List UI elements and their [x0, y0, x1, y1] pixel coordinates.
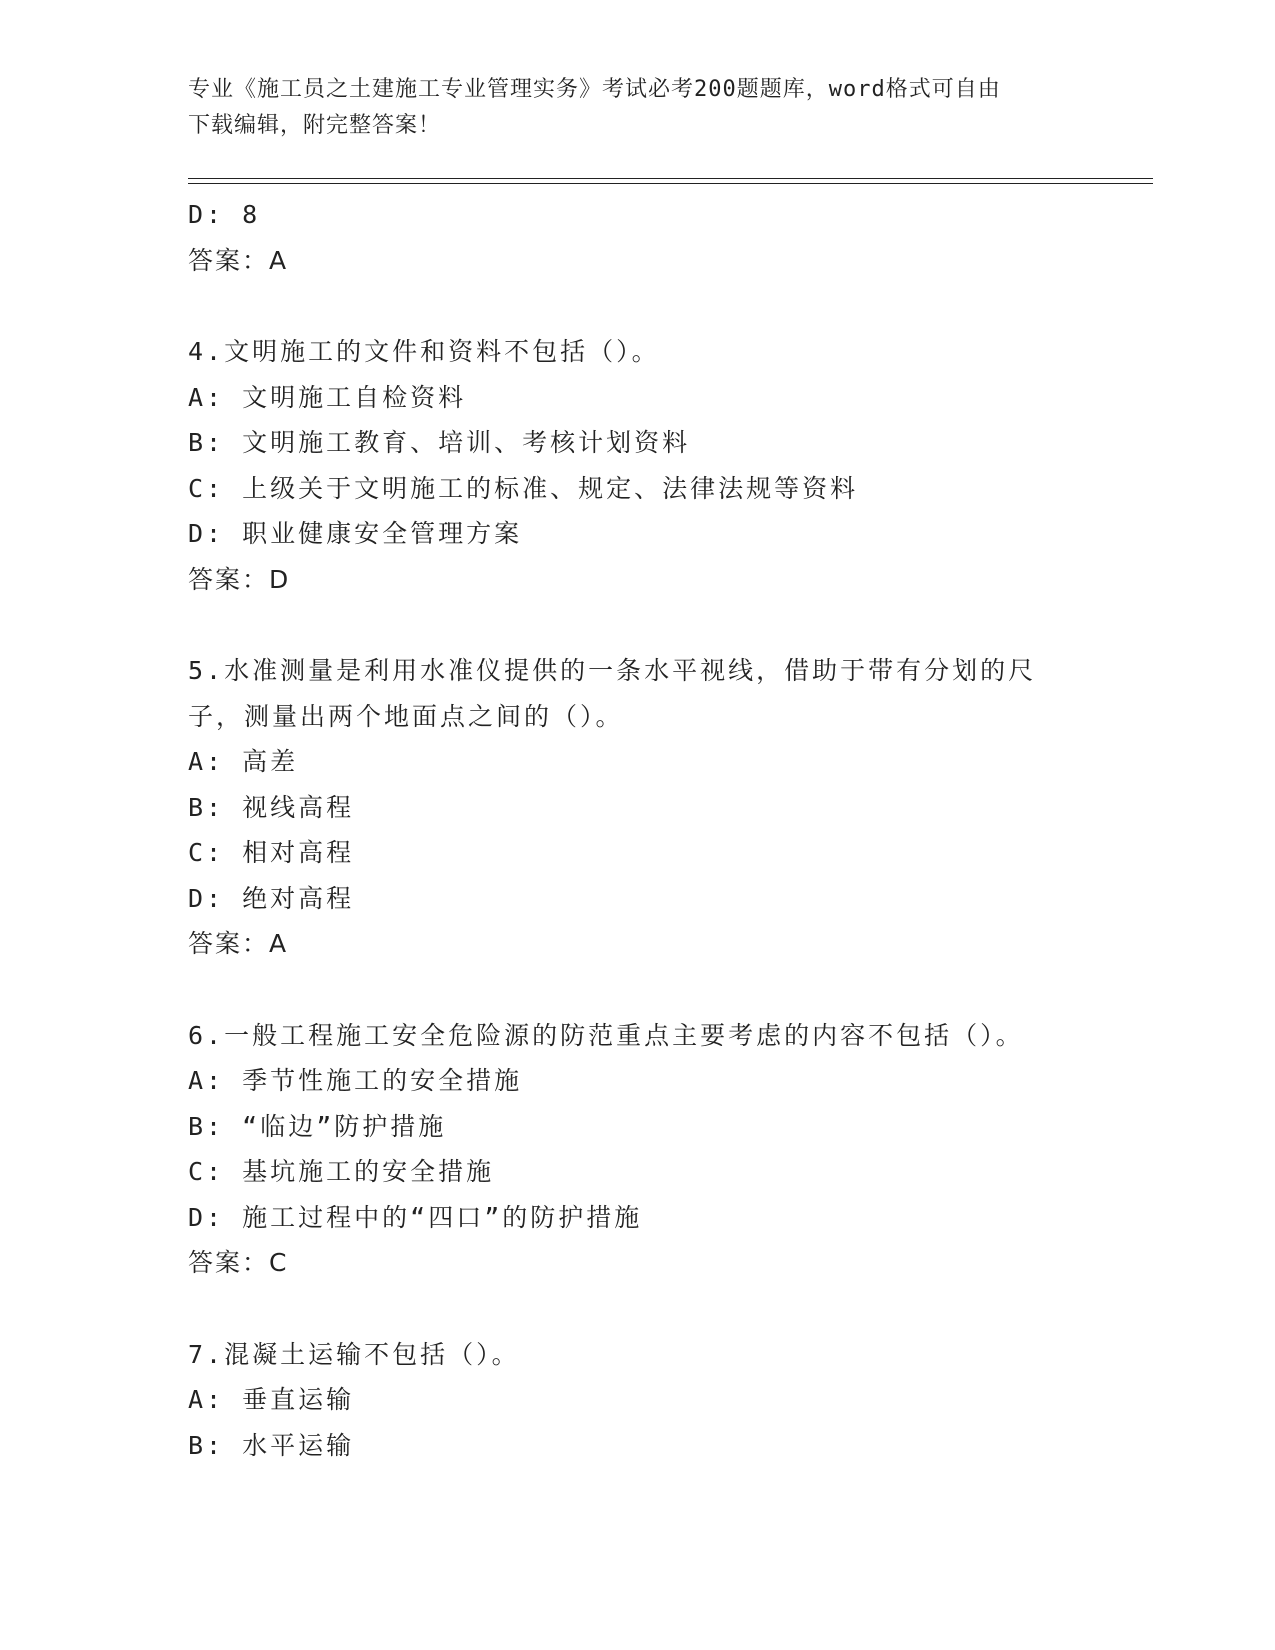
option-d: D: 职业健康安全管理方案: [188, 519, 523, 548]
document-header: [188, 72, 1088, 144]
option-c: C: 基坑施工的安全措施: [188, 1157, 495, 1186]
option-b: B: 水平运输: [188, 1430, 355, 1460]
option-c: C: 相对高程: [188, 838, 355, 867]
option-b: B: 文明施工教育、培训、考核计划资料: [188, 428, 691, 457]
option-a: A: 季节性施工的安全措施: [188, 1066, 523, 1095]
option-b: B: 视线高程: [188, 792, 355, 822]
spacer: [188, 602, 1108, 648]
option-d: D: 绝对高程: [188, 883, 355, 913]
header-divider-top: [188, 178, 1153, 179]
answer-line: 答案：D: [188, 564, 291, 594]
option-d: D: 8: [188, 200, 261, 229]
question-title: 4.文明施工的文件和资料不包括（）。: [188, 337, 660, 366]
answer-line: 答案：A: [188, 929, 289, 958]
question-title: 6.一般工程施工安全危险源的防范重点主要考虑的内容不包括（）。: [188, 1020, 1024, 1050]
question-list: [188, 192, 1108, 1468]
option-a: A: 高差: [188, 747, 299, 776]
spacer: [188, 967, 1108, 1013]
question-title-line-1: 5.水准测量是利用水准仪提供的一条水平视线，借助于带有分划的尺: [188, 656, 1037, 685]
header-line-2: 下载编辑，附完整答案！: [188, 113, 442, 138]
option-b: B: “临边”防护措施: [188, 1111, 447, 1141]
option-d: D: 施工过程中的“四口”的防护措施: [188, 1202, 643, 1232]
option-a: A: 垂直运输: [188, 1385, 355, 1414]
spacer: [188, 283, 1108, 329]
header-line-1: 专业《施工员之土建施工专业管理实务》考试必考200题题库，word格式可自由: [188, 77, 1001, 102]
answer-line: 答案：C: [188, 1248, 289, 1277]
question-title-line-2: 子，测量出两个地面点之间的（）。: [188, 701, 624, 731]
spacer: [188, 1286, 1108, 1332]
option-c: C: 上级关于文明施工的标准、规定、法律法规等资料: [188, 473, 859, 503]
question-title: 7.混凝土运输不包括（）。: [188, 1339, 520, 1369]
option-a: A: 文明施工自检资料: [188, 382, 467, 412]
header-divider-bottom: [188, 183, 1153, 184]
answer-line: 答案：A: [188, 245, 289, 275]
